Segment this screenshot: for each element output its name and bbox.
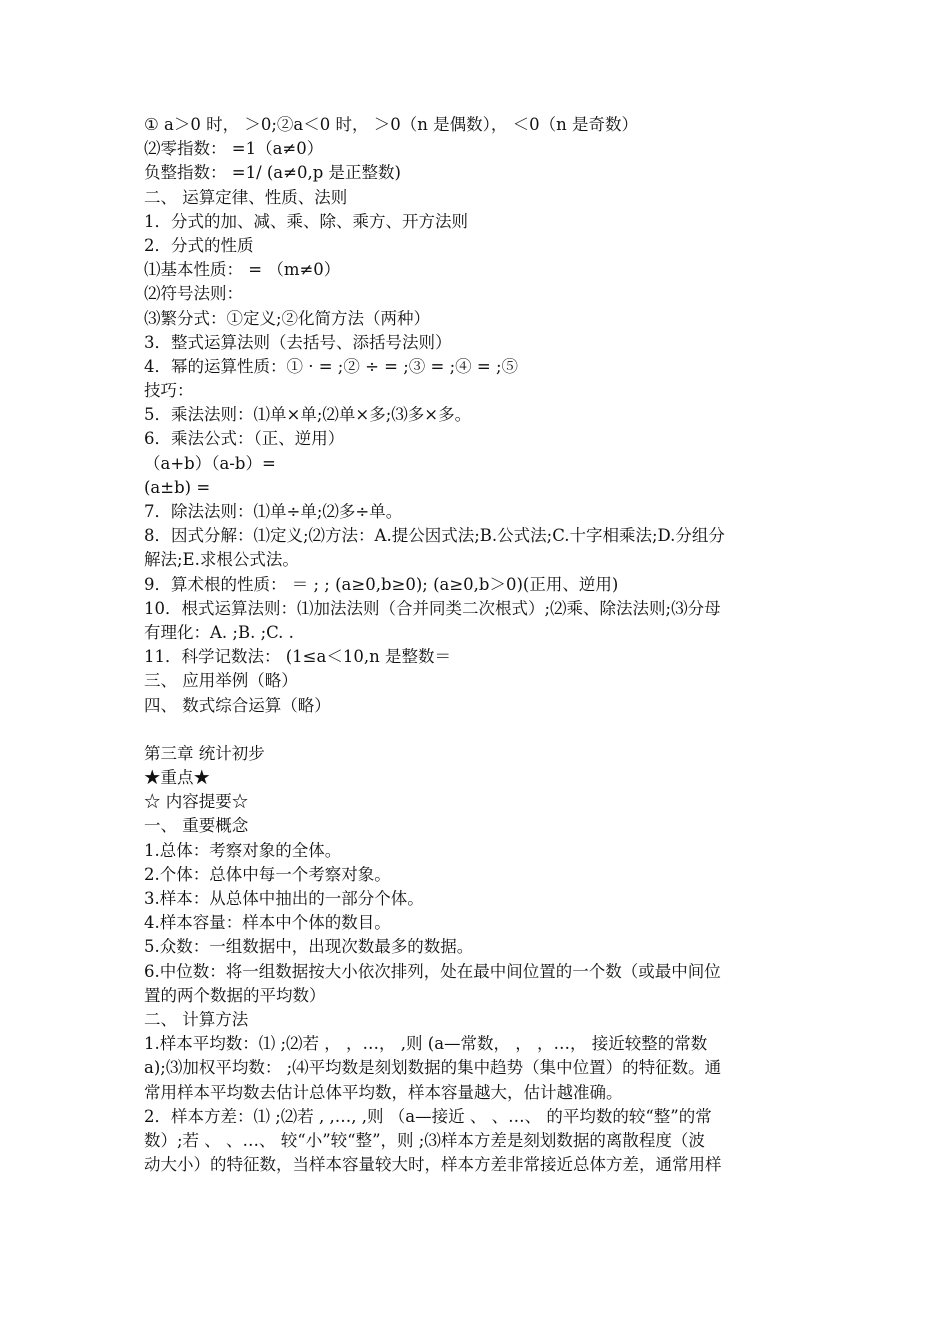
text-line: 常用样本平均数去估计总体平均数，样本容量越大，估计越准确。: [144, 1082, 623, 1102]
text-line: 5.众数：一组数据中，出现次数最多的数据。: [144, 937, 474, 957]
text-line: 数）;若 、 、…、 较“小”较“整”，则 ;⑶样本方差是刻划数据的离散程度（波: [144, 1130, 705, 1150]
text-line: 3.样本：从总体中抽出的一部分个体。: [144, 889, 424, 908]
text-line: 5．乘法法则：⑴单×单;⑵单×多;⑶多×多。: [144, 405, 472, 425]
key-points-heading: ★重点★: [144, 768, 210, 788]
text-line: 技巧：: [144, 381, 194, 401]
text-line: 7．除法法则：⑴单÷单;⑵多÷单。: [144, 502, 403, 521]
section-heading: 四、 数式综合运算（略）: [144, 695, 331, 715]
text-line: 1.样本平均数：⑴ ;⑵若 ， ，…， ,则 (a—常数， ， ，…， 接近较整的常数: [144, 1034, 708, 1054]
summary-heading: ☆ 内容提要☆: [144, 792, 249, 812]
blank-line: [144, 718, 816, 742]
text-line: 置的两个数据的平均数）: [144, 985, 326, 1005]
text-line: 解法;E.求根公式法。: [144, 550, 299, 570]
text-line: ⑵符号法则：: [144, 284, 243, 304]
text-line: 9．算术根的性质： ＝ ; ; (a≥0,b≥0); (a≥0,b＞0)(正用、逆用): [144, 574, 619, 594]
section-statistics: [144, 742, 816, 1177]
text-line: ⑵零指数： =1（a≠0）: [144, 139, 324, 159]
document-body: [144, 113, 816, 1177]
text-line: ① a＞0 时， ＞0;②a＜0 时， ＞0（n 是偶数）， ＜0（n 是奇数）: [144, 115, 638, 134]
text-line: 6.中位数：将一组数据按大小依次排列，处在最中间位置的一个数（或最中间位: [144, 961, 721, 981]
text-line: (a±b) =: [144, 477, 211, 497]
text-line: 8．因式分解：⑴定义;⑵方法：A.提公因式法;B.公式法;C.十字相乘法;D.分组分: [144, 526, 725, 546]
text-line: ⑴基本性质： = （m≠0）: [144, 260, 341, 280]
section-heading: 二、 计算方法: [144, 1009, 249, 1029]
text-line: ⑶繁分式：①定义;②化简方法（两种）: [144, 308, 431, 328]
text-line: 11．科学记数法： (1≤a＜10,n 是整数＝: [144, 647, 451, 667]
text-line: 3．整式运算法则（去括号、添括号法则）: [144, 332, 452, 352]
text-line: 2．样本方差：⑴ ;⑵若 , ,…, ,则 （a—接近 、 、…、 的平均数的较“整”的常: [144, 1106, 712, 1126]
text-line: 4.样本容量：样本中个体的数目。: [144, 913, 391, 933]
text-line: 动大小）的特征数，当样本容量较大时，样本方差非常接近总体方差，通常用样: [144, 1155, 722, 1175]
text-line: （a+b）（a-b）=: [144, 453, 276, 473]
text-line: a);⑶加权平均数： ;⑷平均数是刻划数据的集中趋势（集中位置）的特征数。通: [144, 1058, 722, 1078]
text-line: 10．根式运算法则：⑴加法法则（合并同类二次根式）;⑵乘、除法法则;⑶分母: [144, 598, 721, 618]
section-algebra-rules: [144, 113, 816, 718]
chapter-title: 第三章 统计初步: [144, 743, 265, 763]
section-heading: 三、 应用举例（略）: [144, 671, 298, 691]
text-line: 6．乘法公式：（正、逆用）: [144, 429, 345, 449]
section-heading: 一、 重要概念: [144, 816, 249, 836]
text-line: 2.个体：总体中每一个考察对象。: [144, 864, 391, 884]
text-line: 有理化：A. ;B. ;C. .: [144, 622, 294, 642]
text-line: 负整指数： =1/ (a≠0,p 是正整数): [144, 163, 401, 183]
section-heading: 二、 运算定律、性质、法则: [144, 187, 348, 207]
text-line: 4．幂的运算性质：① · = ;② ÷ = ;③ = ;④ = ;⑤: [144, 356, 519, 376]
text-line: 1．分式的加、减、乘、除、乘方、开方法则: [144, 211, 468, 231]
text-line: 1.总体：考察对象的全体。: [144, 840, 342, 860]
text-line: 2．分式的性质: [144, 235, 254, 255]
